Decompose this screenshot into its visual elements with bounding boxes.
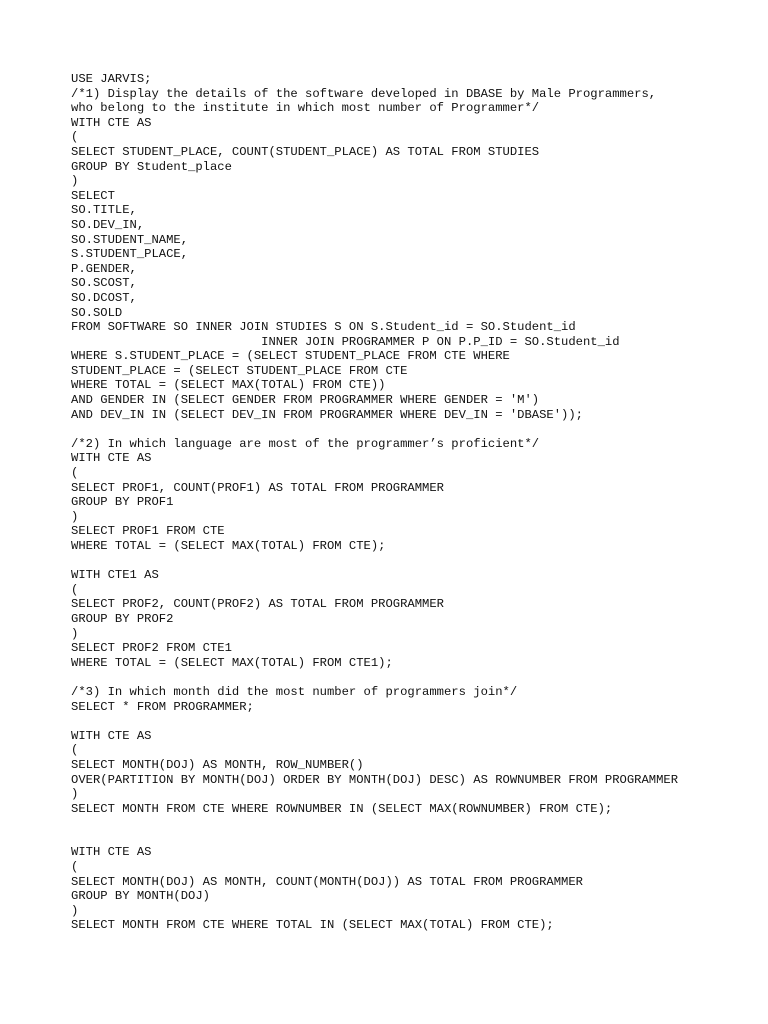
code-line: P.GENDER,	[71, 261, 137, 276]
code-line: WITH CTE AS	[71, 728, 152, 743]
code-line: SELECT PROF1 FROM CTE	[71, 524, 225, 539]
code-line: SO.STUDENT_NAME,	[71, 232, 189, 247]
code-line: SELECT MONTH(DOJ) AS MONTH, ROW_NUMBER()	[71, 757, 364, 772]
code-line: )	[71, 903, 79, 918]
code-line: SO.SCOST,	[71, 276, 137, 291]
code-line	[71, 422, 761, 437]
code-line: GROUP BY PROF2	[71, 611, 174, 626]
code-line	[71, 816, 761, 831]
code-line: SO.DEV_IN,	[71, 217, 145, 232]
code-line: SELECT MONTH FROM CTE WHERE ROWNUMBER IN (SELECT MAX(ROWNUMBER) FROM CTE);	[71, 801, 613, 816]
code-line: SO.DCOST,	[71, 290, 137, 305]
code-line: SELECT PROF1, COUNT(PROF1) AS TOTAL FROM PROGRAMMER	[71, 480, 444, 495]
code-line: SELECT	[71, 188, 115, 203]
code-line: GROUP BY Student_place	[71, 159, 232, 174]
code-line: )	[71, 787, 79, 802]
code-line: USE JARVIS;	[71, 72, 152, 86]
code-line: WHERE TOTAL = (SELECT MAX(TOTAL) FROM CTE1);	[71, 655, 393, 670]
code-line: WHERE TOTAL = (SELECT MAX(TOTAL) FROM CTE))	[71, 378, 386, 393]
code-line: AND DEV_IN IN (SELECT DEV_IN FROM PROGRAMMER WHERE DEV_IN = 'DBASE'));	[71, 407, 583, 422]
code-line: /*2) In which language are most of the programmer’s proficient*/	[71, 436, 540, 451]
code-line: )	[71, 174, 79, 189]
code-line: GROUP BY PROF1	[71, 495, 174, 510]
code-line: STUDENT_PLACE = (SELECT STUDENT_PLACE FROM CTE	[71, 363, 408, 378]
code-line: INNER JOIN PROGRAMMER P ON P.P_ID = SO.Student_id	[71, 334, 620, 349]
code-line: /*1) Display the details of the software developed in DBASE by Male Programmers,	[71, 86, 657, 101]
code-line: SO.TITLE,	[71, 203, 137, 218]
code-line	[71, 714, 761, 729]
code-line: (	[71, 582, 79, 597]
code-line	[71, 670, 761, 685]
code-line: (	[71, 466, 79, 481]
code-line: )	[71, 626, 79, 641]
code-line: FROM SOFTWARE SO INNER JOIN STUDIES S ON S.Student_id = SO.Student_id	[71, 320, 576, 335]
code-line: GROUP BY MONTH(DOJ)	[71, 889, 210, 904]
code-line: who belong to the institute in which most number of Programmer*/	[71, 101, 540, 116]
code-line: WHERE S.STUDENT_PLACE = (SELECT STUDENT_PLACE FROM CTE WHERE	[71, 349, 510, 364]
code-line: (	[71, 743, 79, 758]
code-line: )	[71, 509, 79, 524]
code-line: (	[71, 860, 79, 875]
code-line: SELECT STUDENT_PLACE, COUNT(STUDENT_PLACE) AS TOTAL FROM STUDIES	[71, 144, 540, 159]
code-line: WITH CTE AS	[71, 115, 152, 130]
sql-code-block	[71, 72, 761, 933]
code-line: SELECT MONTH FROM CTE WHERE TOTAL IN (SELECT MAX(TOTAL) FROM CTE);	[71, 918, 554, 933]
code-line: SO.SOLD	[71, 305, 123, 320]
code-line: (	[71, 130, 79, 145]
code-line: WITH CTE AS	[71, 845, 152, 860]
code-line: OVER(PARTITION BY MONTH(DOJ) ORDER BY MONTH(DOJ) DESC) AS ROWNUMBER FROM PROGRAMMER	[71, 772, 679, 787]
code-line: /*3) In which month did the most number of programmers join*/	[71, 684, 518, 699]
code-line: WITH CTE1 AS	[71, 568, 159, 583]
code-line: S.STUDENT_PLACE,	[71, 247, 189, 262]
code-line: SELECT PROF2, COUNT(PROF2) AS TOTAL FROM PROGRAMMER	[71, 597, 444, 612]
code-line: SELECT PROF2 FROM CTE1	[71, 641, 232, 656]
code-line: WHERE TOTAL = (SELECT MAX(TOTAL) FROM CTE);	[71, 539, 386, 553]
code-line	[71, 831, 761, 846]
code-line: AND GENDER IN (SELECT GENDER FROM PROGRAMMER WHERE GENDER = 'M')	[71, 393, 540, 408]
code-line: SELECT MONTH(DOJ) AS MONTH, COUNT(MONTH(DOJ)) AS TOTAL FROM PROGRAMMER	[71, 874, 583, 889]
code-line: WITH CTE AS	[71, 451, 152, 466]
code-line	[71, 554, 761, 569]
code-line: SELECT * FROM PROGRAMMER;	[71, 699, 254, 714]
